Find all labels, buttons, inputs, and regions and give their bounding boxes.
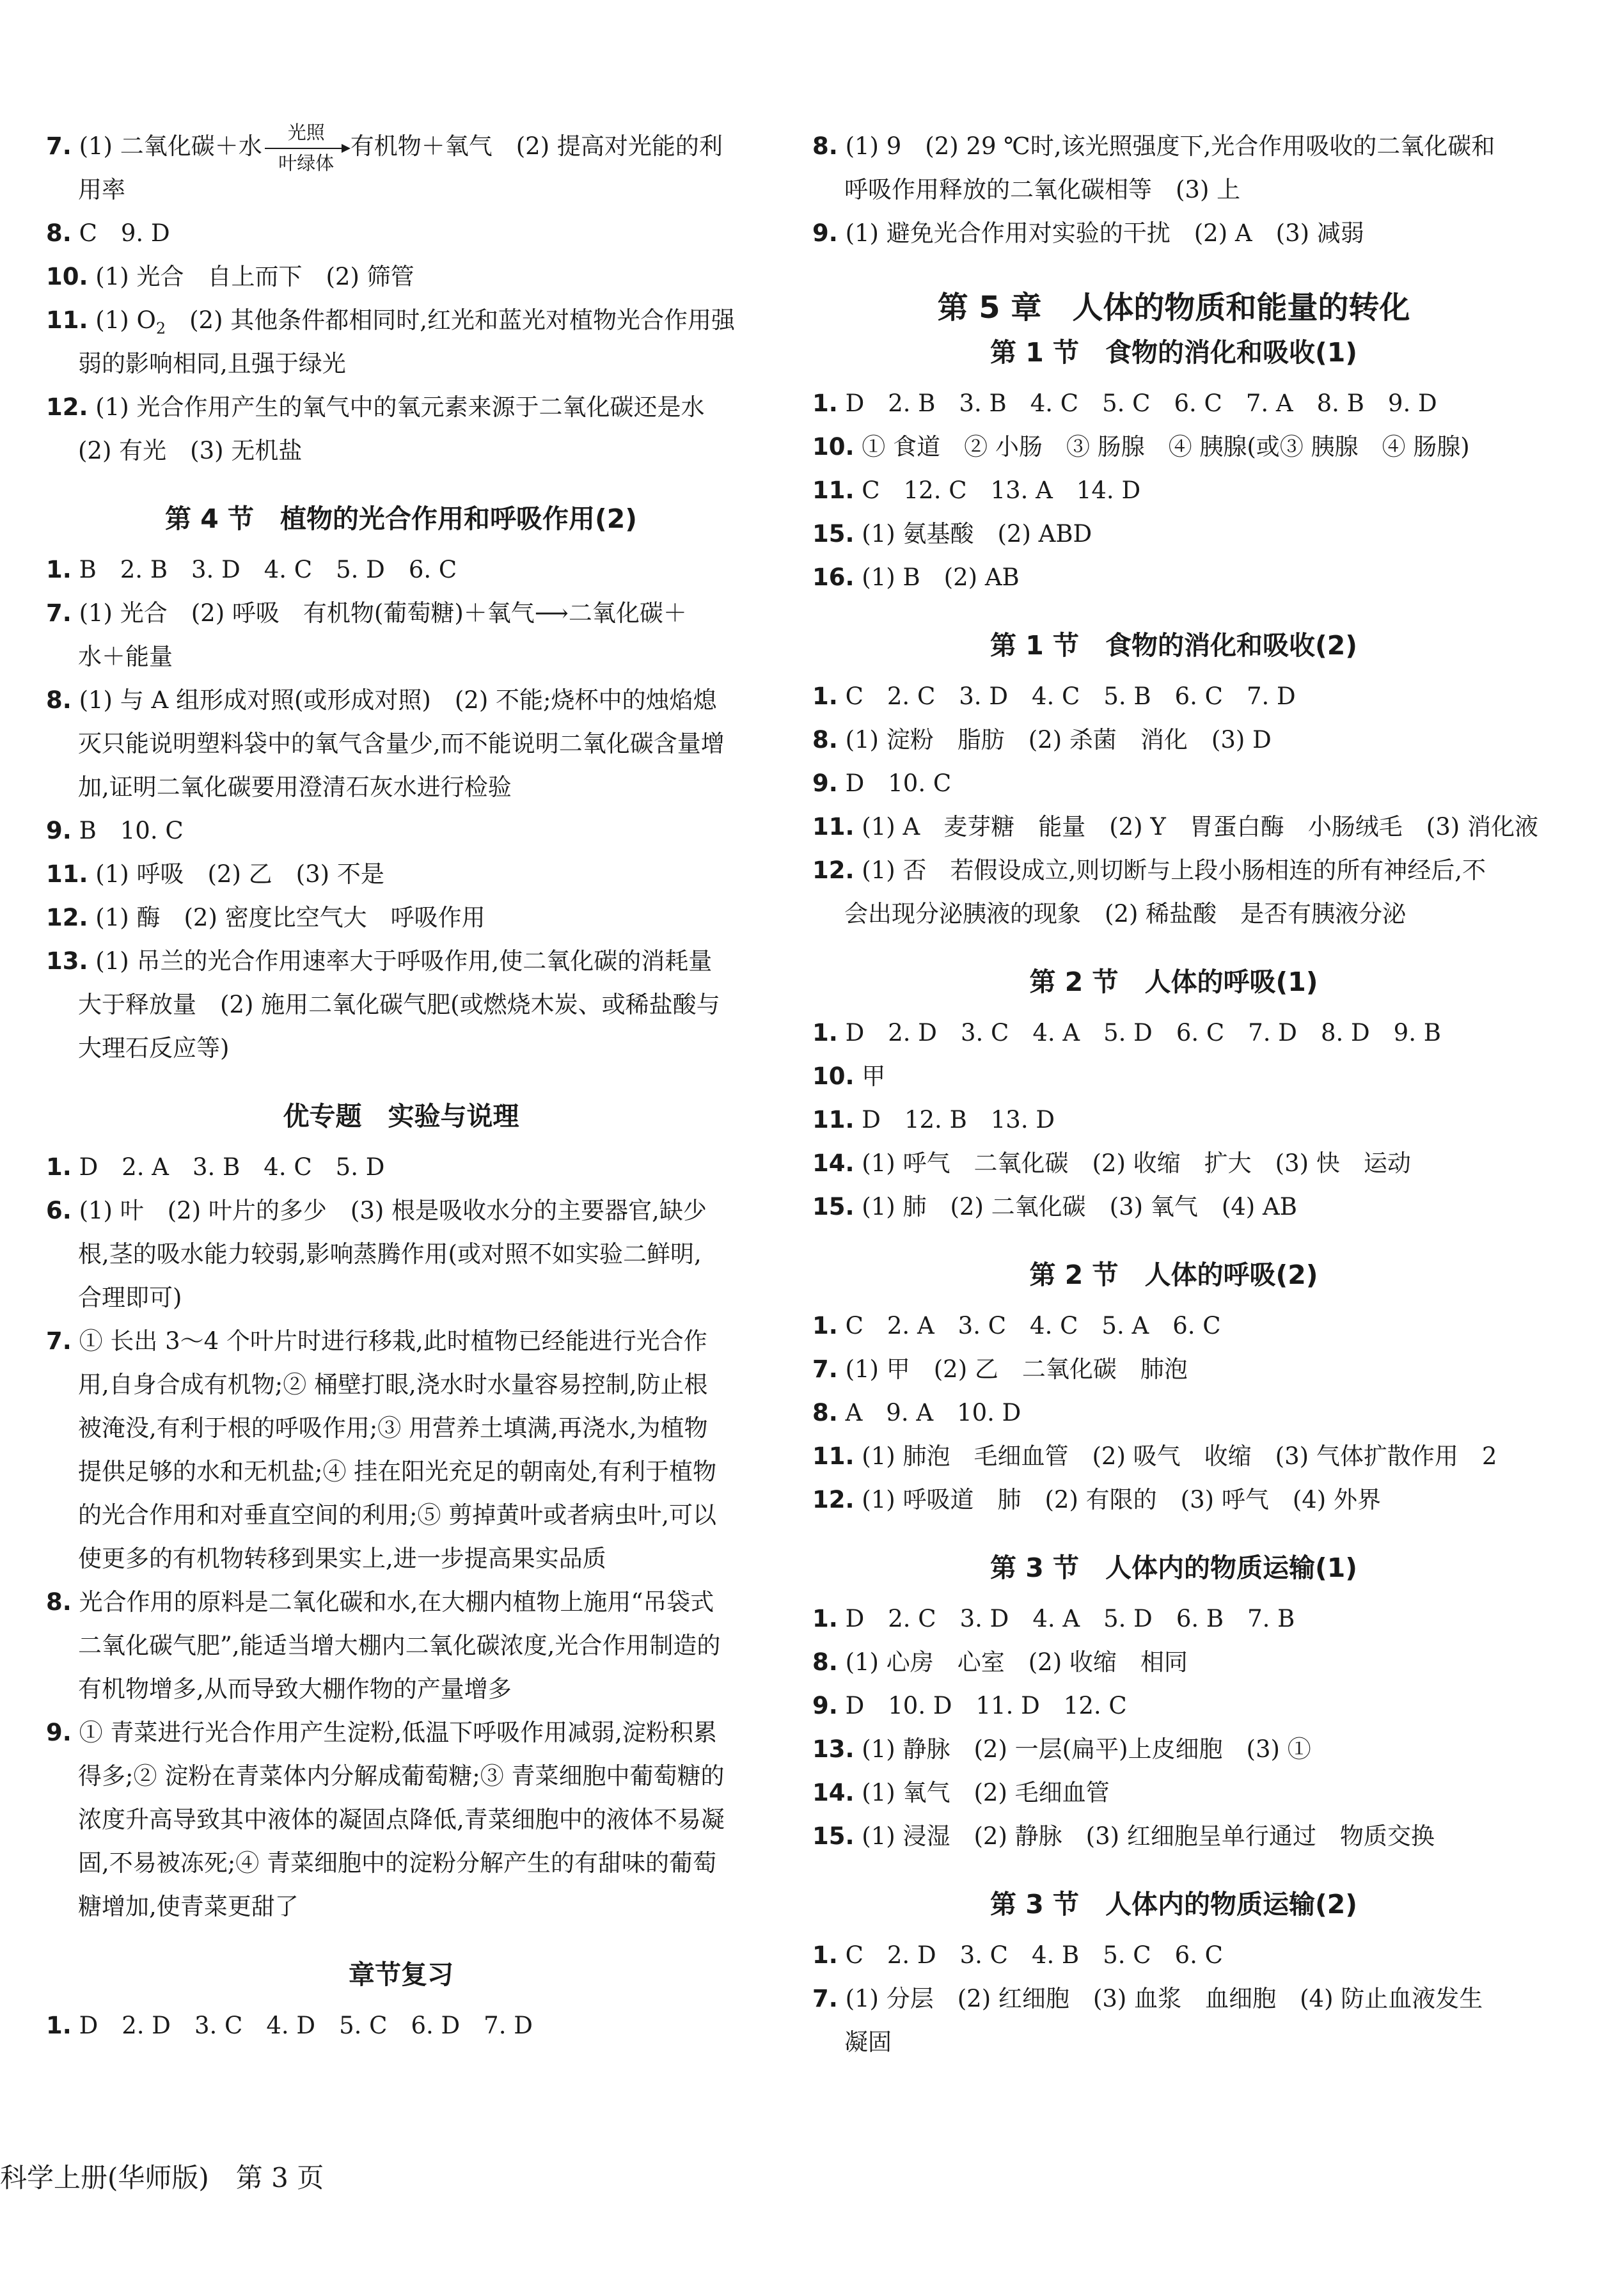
equation-reactants: (1) 二氧化碳＋水 bbox=[79, 132, 262, 160]
answer-line bbox=[46, 1842, 756, 1885]
answer-text: D 12. B 13. D bbox=[854, 1106, 1055, 1133]
answer-text: (1) B (2) AB bbox=[854, 564, 1020, 591]
chapter-heading: 第 5 章 人体的物质和能量的转化 bbox=[937, 290, 1410, 326]
answer-line bbox=[812, 1011, 1535, 1055]
answer-text: C 2. C 3. D 4. C 5. B 6. C 7. D bbox=[837, 683, 1296, 710]
question-number: 7. bbox=[46, 1327, 72, 1355]
answer-line bbox=[812, 675, 1535, 718]
question-number: 9. bbox=[812, 1692, 838, 1719]
answer-text: ① 长出 3～4 个叶片时进行移栽,此时植物已经能进行光合作 bbox=[71, 1327, 707, 1355]
answer-line bbox=[812, 1641, 1535, 1684]
question-number: 11. bbox=[812, 477, 855, 504]
question-number: 12. bbox=[812, 857, 855, 884]
answer-text: (1) 心房 心室 (2) 收缩 相同 bbox=[837, 1648, 1188, 1676]
answer-line bbox=[812, 762, 1535, 805]
answer-line bbox=[46, 1320, 756, 1363]
section-heading: 第 4 节 植物的光合作用和呼吸作用(2) bbox=[164, 503, 638, 534]
question-number: 7. bbox=[812, 1355, 838, 1383]
answer-text: (1) 淀粉 脂肪 (2) 杀菌 消化 (3) D bbox=[837, 726, 1272, 754]
equation-products: 有机物＋氧气 (2) 提高对光能的利 bbox=[350, 132, 723, 160]
answer-line bbox=[46, 1798, 756, 1842]
answer-line bbox=[46, 212, 756, 255]
answer-text: C 2. A 3. C 4. C 5. A 6. C bbox=[837, 1312, 1221, 1339]
question-number: 9. bbox=[46, 1719, 72, 1746]
question-number: 9. bbox=[812, 770, 838, 797]
answer-text: (1) O bbox=[88, 306, 156, 334]
answer-text: C 12. C 13. A 14. D bbox=[854, 477, 1141, 504]
answer-line bbox=[812, 556, 1535, 599]
answer-text: 灭只能说明塑料袋中的氧气含量少,而不能说明二氧化碳含量增 bbox=[78, 730, 725, 757]
answer-line bbox=[46, 1363, 756, 1407]
answer-text: (2) 有光 (3) 无机盐 bbox=[78, 437, 303, 464]
answer-text: (1) 光合 自上而下 (2) 筛管 bbox=[88, 263, 414, 290]
answer-line bbox=[812, 1771, 1535, 1815]
question-number: 1. bbox=[812, 390, 838, 417]
answer-text: 大于释放量 (2) 施用二氧化碳气肥(或燃烧木炭、或稀盐酸与 bbox=[78, 991, 720, 1018]
section-heading: 第 3 节 人体内的物质运输(2) bbox=[989, 1889, 1358, 1920]
answer-text: (1) 否 若假设成立,则切断与上段小肠相连的所有神经后,不 bbox=[854, 857, 1486, 884]
question-number: 6. bbox=[46, 1197, 72, 1224]
answer-text: D 2. D 3. C 4. D 5. C 6. D 7. D bbox=[71, 2012, 533, 2039]
answer-line bbox=[812, 1478, 1535, 1522]
answer-text: (1) 呼气 二氧化碳 (2) 收缩 扩大 (3) 快 运动 bbox=[854, 1149, 1411, 1177]
answer-line bbox=[46, 1494, 756, 1537]
question-number: 1. bbox=[812, 1941, 838, 1969]
answer-text: (2) 其他条件都相同时,红光和蓝光对植物光合作用强 bbox=[166, 306, 736, 334]
question-number: 10. bbox=[812, 433, 855, 461]
answer-line bbox=[46, 429, 756, 473]
answer-text: B 10. C bbox=[71, 817, 184, 844]
answer-text: D 10. D 11. D 12. C bbox=[837, 1692, 1127, 1719]
answer-group bbox=[812, 1934, 1535, 2064]
answer-text: (1) 呼吸 (2) 乙 (3) 不是 bbox=[88, 860, 384, 888]
answer-line bbox=[812, 2021, 1535, 2064]
question-number: 13. bbox=[46, 947, 88, 975]
answer-group bbox=[46, 212, 756, 299]
section-heading: 第 3 节 人体内的物质运输(1) bbox=[989, 1552, 1358, 1583]
question-number: 10. bbox=[812, 1062, 855, 1090]
answer-text: (1) 甲 (2) 乙 二氧化碳 肺泡 bbox=[837, 1355, 1188, 1383]
answer-group bbox=[46, 2004, 756, 2048]
page-footer: 科学上册(华师版) 第 3 页 bbox=[0, 2162, 324, 2193]
question-number: 12. bbox=[46, 393, 88, 421]
answer-line bbox=[46, 168, 756, 212]
answer-text: 呼吸作用释放的二氧化碳相等 (3) 上 bbox=[844, 176, 1241, 203]
answer-line bbox=[46, 853, 756, 896]
answer-line bbox=[812, 1934, 1535, 1977]
answer-line bbox=[46, 255, 756, 299]
answer-line bbox=[46, 1027, 756, 1070]
answer-text: D 2. A 3. B 4. C 5. D bbox=[71, 1153, 385, 1181]
answer-line bbox=[46, 940, 756, 983]
answer-text: 的光合作用和对垂直空间的利用;⑤ 剪掉黄叶或者病虫叶,可以 bbox=[78, 1501, 716, 1529]
answer-text: 弱的影响相同,且强于绿光 bbox=[78, 350, 346, 377]
question-number: 9. bbox=[812, 219, 838, 247]
answer-line bbox=[46, 1581, 756, 1624]
answer-line bbox=[46, 548, 756, 592]
answer-text: (1) 浸湿 (2) 静脉 (3) 红细胞呈单行通过 物质交换 bbox=[854, 1822, 1435, 1850]
question-number: 8. bbox=[812, 1399, 838, 1426]
answer-text: A 9. A 10. D bbox=[837, 1399, 1021, 1426]
answer-line bbox=[46, 592, 756, 635]
right-column bbox=[812, 125, 1538, 2064]
answer-text: (1) 肺泡 毛细血管 (2) 吸气 收缩 (3) 气体扩散作用 2 bbox=[854, 1442, 1497, 1470]
answer-line bbox=[812, 1684, 1535, 1728]
section-heading: 第 1 节 食物的消化和吸收(1) bbox=[989, 337, 1358, 368]
answer-text: (1) A 麦芽糖 能量 (2) Y 胃蛋白酶 小肠绒毛 (3) 消化液 bbox=[854, 813, 1538, 841]
answer-text: 加,证明二氧化碳要用澄清石灰水进行检验 bbox=[78, 773, 512, 801]
answer-line bbox=[46, 679, 756, 722]
answer-text: C 9. D bbox=[71, 219, 170, 247]
answer-text: 使更多的有机物转移到果实上,进一步提高果实品质 bbox=[78, 1545, 606, 1572]
question-number: 14. bbox=[812, 1149, 855, 1177]
answer-text: D 2. D 3. C 4. A 5. D 6. C 7. D 8. D 9. B bbox=[837, 1019, 1441, 1046]
answer-line bbox=[46, 1276, 756, 1320]
question-number: 11. bbox=[46, 860, 88, 888]
answer-text: (1) 静脉 (2) 一层(扁平)上皮细胞 (3) ① bbox=[854, 1735, 1311, 1763]
section-heading: 第 2 节 人体的呼吸(2) bbox=[1029, 1259, 1318, 1290]
answer-line bbox=[812, 1304, 1535, 1348]
answer-line bbox=[46, 722, 756, 766]
question-number: 1. bbox=[812, 1019, 838, 1046]
answer-line bbox=[812, 1815, 1535, 1858]
answer-line bbox=[812, 1142, 1535, 1185]
question-number: 8. bbox=[812, 726, 838, 754]
question-number: 12. bbox=[812, 1486, 855, 1513]
answer-group bbox=[812, 1011, 1535, 1229]
answer-line-oxygen bbox=[46, 299, 756, 342]
answer-line bbox=[812, 425, 1535, 469]
answer-text: 浓度升高导致其中液体的凝固点降低,青菜细胞中的液体不易凝 bbox=[78, 1806, 725, 1833]
answer-text: 根,茎的吸水能力较弱,影响蒸腾作用(或对照不如实验二鲜明, bbox=[78, 1240, 702, 1268]
question-number: 13. bbox=[812, 1735, 855, 1763]
question-number: 7. bbox=[812, 1985, 838, 2012]
answer-text: (1) 光合作用产生的氧气中的氧元素来源于二氧化碳还是水 bbox=[88, 393, 705, 421]
answer-text: (1) 氨基酸 (2) ABD bbox=[854, 520, 1092, 548]
answer-text: (1) 呼吸道 肺 (2) 有限的 (3) 呼气 (4) 外界 bbox=[854, 1486, 1381, 1513]
arrow-icon bbox=[265, 148, 348, 149]
question-number: 8. bbox=[46, 1588, 72, 1616]
question-number: 1. bbox=[812, 1312, 838, 1339]
section-heading: 优专题 实验与说理 bbox=[283, 1101, 519, 1132]
section-heading: 第 1 节 食物的消化和吸收(2) bbox=[989, 630, 1358, 661]
answer-line bbox=[812, 1391, 1535, 1435]
answer-text: 光合作用的原料是二氧化碳和水,在大棚内植物上施用“吊袋式 bbox=[71, 1588, 714, 1616]
answer-text: 会出现分泌胰液的现象 (2) 稀盐酸 是否有胰液分泌 bbox=[844, 900, 1407, 928]
answer-text: (1) 叶 (2) 叶片的多少 (3) 根是吸收水分的主要器官,缺少 bbox=[71, 1197, 707, 1224]
answer-line bbox=[46, 2004, 756, 2048]
question-number: 8. bbox=[812, 1648, 838, 1676]
answer-text: (1) 吊兰的光合作用速率大于呼吸作用,使二氧化碳的消耗量 bbox=[88, 947, 713, 975]
answer-text: 水＋能量 bbox=[78, 643, 173, 670]
question-number: 11. bbox=[812, 1106, 855, 1133]
answer-group bbox=[812, 1304, 1535, 1522]
answer-line bbox=[46, 766, 756, 809]
question-number: 15. bbox=[812, 1193, 855, 1220]
question-number: 1. bbox=[46, 2012, 72, 2039]
question-number: 9. bbox=[46, 817, 72, 844]
question-number: 7. bbox=[46, 132, 72, 160]
answer-line bbox=[46, 1189, 756, 1233]
answer-line bbox=[46, 1668, 756, 1711]
answer-text: (1) 与 A 组形成对照(或形成对照) (2) 不能;烧杯中的烛焰熄 bbox=[71, 686, 717, 714]
answer-text: D 2. B 3. B 4. C 5. C 6. C 7. A 8. B 9. D bbox=[837, 390, 1437, 417]
answer-line bbox=[812, 805, 1538, 849]
arrow-condition-light: 光照 bbox=[287, 122, 325, 143]
answer-text: 用率 bbox=[78, 176, 125, 203]
answer-group bbox=[46, 1146, 756, 1929]
answer-text: 得多;② 淀粉在青菜体内分解成葡萄糖;③ 青菜细胞中葡萄糖的 bbox=[78, 1762, 725, 1790]
answer-line bbox=[46, 1885, 756, 1929]
answer-text: (1) 9 (2) 29 ℃时,该光照强度下,光合作用吸收的二氧化碳和 bbox=[837, 132, 1495, 160]
answer-line bbox=[812, 1597, 1535, 1641]
answer-text: ① 青菜进行光合作用产生淀粉,低温下呼吸作用减弱,淀粉积累 bbox=[71, 1719, 717, 1746]
answer-text: 有机物增多,从而导致大棚作物的产量增多 bbox=[78, 1675, 512, 1703]
answer-text: 糖增加,使青菜更甜了 bbox=[78, 1893, 299, 1920]
question-number: 15. bbox=[812, 1822, 855, 1850]
left-column bbox=[46, 122, 756, 2048]
answer-line bbox=[812, 1348, 1535, 1391]
answer-line bbox=[46, 386, 756, 429]
answer-text: (1) 酶 (2) 密度比空气大 呼吸作用 bbox=[88, 904, 485, 931]
question-number: 11. bbox=[812, 813, 855, 841]
answer-line bbox=[812, 1977, 1535, 2021]
question-number: 12. bbox=[46, 904, 88, 931]
answer-line bbox=[46, 1537, 756, 1581]
answer-text: 大理石反应等) bbox=[78, 1034, 230, 1062]
answer-line bbox=[812, 125, 1535, 168]
answer-line bbox=[812, 512, 1535, 556]
answer-group bbox=[46, 548, 756, 1070]
question-number: 7. bbox=[46, 599, 72, 627]
answer-line bbox=[46, 342, 756, 386]
answer-line bbox=[812, 849, 1535, 892]
answer-text: 用,自身合成有机物;② 桶壁打眼,浇水时水量容易控制,防止根 bbox=[78, 1371, 708, 1398]
answer-line bbox=[812, 469, 1535, 512]
answer-text: (1) 避免光合作用对实验的干扰 (2) A (3) 减弱 bbox=[837, 219, 1364, 247]
subscript: 2 bbox=[155, 319, 166, 338]
answer-text: C 2. D 3. C 4. B 5. C 6. C bbox=[837, 1941, 1223, 1969]
answer-line bbox=[46, 1755, 756, 1798]
answer-line bbox=[812, 1055, 1535, 1098]
answer-line bbox=[46, 1450, 756, 1494]
question-number: 8. bbox=[46, 219, 72, 247]
answer-line bbox=[812, 168, 1535, 212]
question-number: 1. bbox=[46, 556, 72, 583]
question-number: 15. bbox=[812, 520, 855, 548]
section-heading: 第 2 节 人体的呼吸(1) bbox=[1029, 967, 1318, 997]
answer-text: D 10. C bbox=[837, 770, 952, 797]
answer-text: (1) 肺 (2) 二氧化碳 (3) 氧气 (4) AB bbox=[854, 1193, 1297, 1220]
answer-line bbox=[46, 1407, 756, 1450]
answer-text: (1) 光合 (2) 呼吸 有机物(葡萄糖)＋氧气⟶二氧化碳＋ bbox=[71, 599, 687, 627]
answer-line bbox=[812, 1185, 1535, 1229]
answer-line bbox=[46, 983, 756, 1027]
answer-group bbox=[812, 125, 1535, 255]
answer-line bbox=[46, 809, 756, 853]
answer-line bbox=[812, 1435, 1535, 1478]
question-number: 10. bbox=[46, 263, 88, 290]
answer-line bbox=[46, 1624, 756, 1668]
answer-text: D 2. C 3. D 4. A 5. D 6. B 7. B bbox=[837, 1605, 1295, 1632]
question-number: 1. bbox=[812, 683, 838, 710]
question-number: 1. bbox=[812, 1605, 838, 1632]
section-heading: 章节复习 bbox=[349, 1959, 453, 1990]
answer-text: 凝固 bbox=[844, 2028, 892, 2056]
answer-line bbox=[46, 1146, 756, 1189]
answer-group bbox=[812, 382, 1535, 599]
answer-text: 合理即可) bbox=[78, 1284, 182, 1311]
answer-text: B 2. B 3. D 4. C 5. D 6. C bbox=[71, 556, 457, 583]
answer-line bbox=[812, 1098, 1535, 1142]
answer-line bbox=[812, 212, 1535, 255]
answer-group bbox=[812, 1597, 1535, 1858]
answer-text: 甲 bbox=[854, 1062, 886, 1090]
answer-line bbox=[812, 892, 1535, 936]
answer-line bbox=[46, 1233, 756, 1276]
answer-line bbox=[46, 635, 756, 679]
question-number: 14. bbox=[812, 1779, 855, 1806]
answer-text: 被淹没,有利于根的呼吸作用;③ 用营养土填满,再浇水,为植物 bbox=[78, 1414, 708, 1442]
question-number: 8. bbox=[812, 132, 838, 160]
answer-text: (1) 氧气 (2) 毛细血管 bbox=[854, 1779, 1110, 1806]
answer-line-photosynthesis-equation bbox=[46, 122, 756, 174]
answer-group bbox=[812, 675, 1538, 936]
answer-text: ① 食道 ② 小肠 ③ 肠腺 ④ 胰腺(或③ 胰腺 ④ 肠腺) bbox=[854, 433, 1470, 461]
question-number: 11. bbox=[46, 306, 88, 334]
arrow-condition-chloroplast: 叶绿体 bbox=[278, 152, 335, 174]
answer-text: 提供足够的水和无机盐;④ 挂在阳光充足的朝南处,有利于植物 bbox=[78, 1458, 716, 1485]
answer-text: 固,不易被冻死;④ 青菜细胞中的淀粉分解产生的有甜味的葡萄 bbox=[78, 1849, 716, 1877]
question-number: 8. bbox=[46, 686, 72, 714]
answer-text: 二氧化碳气肥”,能适当增大棚内二氧化碳浓度,光合作用制造的 bbox=[78, 1632, 721, 1659]
question-number: 11. bbox=[812, 1442, 855, 1470]
answer-line bbox=[812, 382, 1535, 425]
sections bbox=[812, 333, 1538, 2064]
reaction-arrow bbox=[262, 122, 351, 174]
answer-line bbox=[812, 718, 1535, 762]
answer-line bbox=[46, 1711, 756, 1755]
question-number: 1. bbox=[46, 1153, 72, 1181]
answer-line bbox=[46, 896, 756, 940]
answer-line bbox=[812, 1728, 1535, 1771]
question-number: 16. bbox=[812, 564, 855, 591]
answer-text: (1) 分层 (2) 红细胞 (3) 血浆 血细胞 (4) 防止血液发生 bbox=[837, 1985, 1483, 2012]
